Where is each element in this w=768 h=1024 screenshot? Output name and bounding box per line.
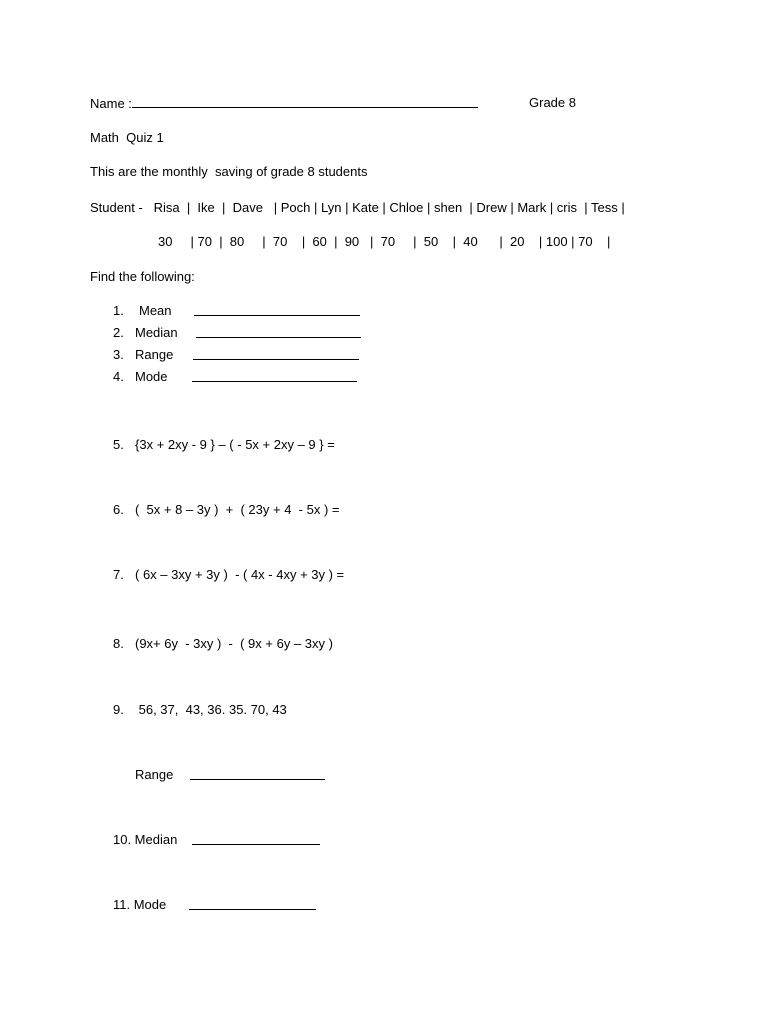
range-answer-blank[interactable] [193,347,359,360]
savings-values-row: 30 | 70 | 80 | 70 | 60 | 90 | 70 | 50 | 40 | 20 | 100 | 70 | [158,234,611,249]
list-item: 2. [113,325,124,340]
intro-text: This are the monthly saving of grade 8 students [90,164,368,179]
list-item-label: Mode [135,369,168,384]
problem-number: 5. [113,437,124,452]
q11-mode-answer-blank[interactable] [189,897,316,910]
mode-answer-blank[interactable] [192,369,357,382]
q9-range-answer-blank[interactable] [190,767,325,780]
name-blank[interactable] [132,95,478,108]
quiz-title: Math Quiz 1 [90,130,164,145]
mean-answer-blank[interactable] [194,303,360,316]
problem-text: {3x + 2xy - 9 } – ( - 5x + 2xy – 9 } = [135,437,335,452]
q9-range-label: Range [135,767,174,782]
problem-text: (9x+ 6y - 3xy ) - ( 9x + 6y – 3xy ) [135,636,333,651]
list-item-label: Range [135,347,174,362]
problem-number: 6. [113,502,124,517]
list-item-label: Mean [139,303,172,318]
list-item: 3. [113,347,124,362]
problem-text: ( 6x – 3xy + 3y ) - ( 4x - 4xy + 3y ) = [135,567,345,582]
problem-number: 9. [113,702,124,717]
problem-text: ( 5x + 8 – 3y ) + ( 23y + 4 - 5x ) = [135,502,340,517]
grade-label: Grade 8 [529,95,576,110]
list-item: 4. [113,369,124,384]
student-names-row: Student - Risa | Ike | Dave | Poch | Lyn | Kate | Chloe | shen | Drew | Mark | cris | Tess | [90,200,625,215]
list-item: 1. [113,303,124,318]
problem-text: 56, 37, 43, 36. 35. 70, 43 [135,702,287,717]
problem-number: 7. [113,567,124,582]
find-following-heading: Find the following: [90,269,195,284]
q10-median-answer-blank[interactable] [192,832,320,845]
name-line [90,95,478,112]
problem-number: 8. [113,636,124,651]
median-answer-blank[interactable] [196,325,361,338]
q10-median-label: 10. Median [113,832,178,847]
list-item-label: Median [135,325,178,340]
q11-mode-label: 11. Mode [113,897,167,912]
name-label: Name : [90,96,132,111]
